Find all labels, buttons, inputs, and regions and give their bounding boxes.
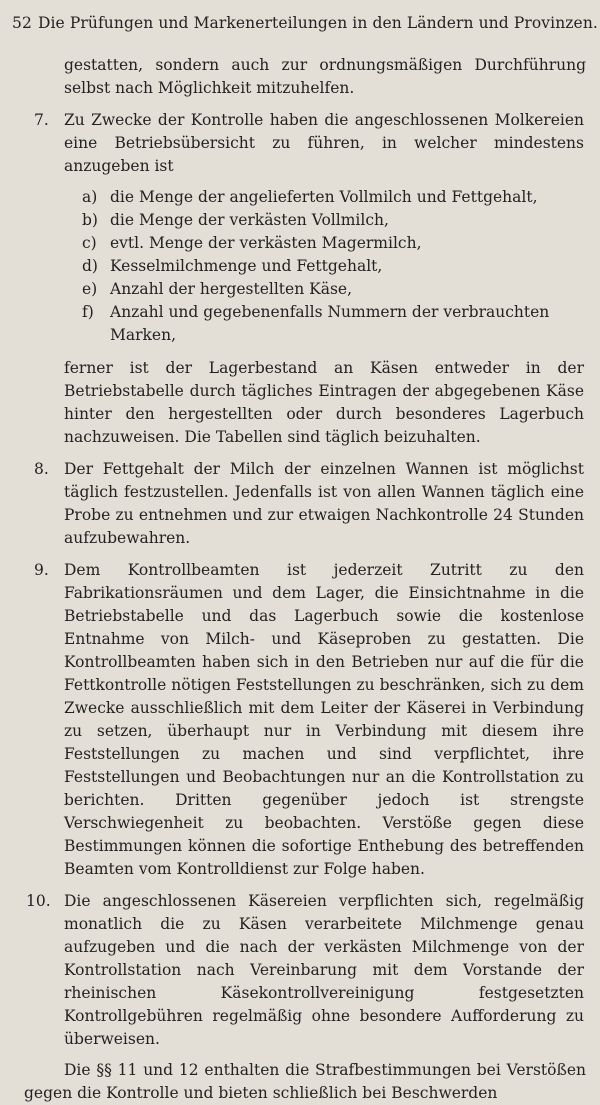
sublist-text: die Menge der verkästen Vollmilch,	[110, 211, 389, 229]
item-number: 8.	[34, 460, 49, 478]
sublist-text: Anzahl der hergestellten Käse,	[110, 280, 352, 298]
sublist-item	[0, 209, 600, 232]
item-text: Dem Kontrollbeamten ist jederzeit Zutritt zu den Fabrikationsräumen und dem Lager, die Einsichtnahme in die Betriebstabelle und das Lagerbuch sowie die kostenlose Entnahme von Milch- und Käseproben zu gestatten. Die Kontrollbeamten haben sich in den Betrieben nur auf die für die Fettkontrolle nötigen Feststellungen zu beschränken, sich zu dem Zwecke ausschließlich mit dem Leiter der Käserei in Verbindung zu setzen, überhaupt nur in Verbindung mit diesem ihre Feststellungen zu machen und sind verpflichtet, ihre Feststellungen und Beobachtungen nur an die Kontrollstation zu berichten. Dritten gegenüber jedoch ist strengste Verschwiegenheit zu beobachten. Verstöße gegen diese Bestimmungen können die sofortige Enthebung des betreffenden Beamten vom Kontrolldienst zur Folge haben.	[64, 561, 584, 878]
sublist-text: die Menge der angelieferten Vollmilch und Fettgehalt,	[110, 188, 538, 206]
item-text: Die angeschlossenen Käsereien verpflichten sich, regelmäßig monatlich die zu Käsen verarbeitete Milchmenge genau aufzugeben und die nach der verkästen Milchmenge von der Kontrollstation nach Vereinbarung mit dem Vorstande der rheinischen Käsekontrollvereinigung festgesetzten Kontrollgebühren regelmäßig ohne besondere Aufforderung zu überweisen.	[64, 892, 584, 1048]
list-item-10	[0, 890, 600, 1051]
sublist-text: evtl. Menge der verkästen Magermilch,	[110, 234, 422, 252]
sublist-text: Anzahl und gegebenenfalls Nummern der verbrauchten Marken,	[110, 303, 550, 344]
continuation-paragraph: gestatten, sondern auch zur ordnungsmäßigen Durchführung selbst nach Möglichkeit mitzuhelfen.	[64, 56, 586, 97]
sublist-label: b)	[82, 211, 98, 229]
page-body	[0, 54, 600, 1105]
page-header	[12, 14, 598, 32]
sublist-text: Kesselmilchmenge und Fettgehalt,	[110, 257, 383, 275]
sublist	[0, 186, 600, 347]
sublist-item	[0, 186, 600, 209]
running-title: Die Prüfungen und Markenerteilungen in den Ländern und Provinzen.	[37, 14, 598, 32]
item-number: 10.	[26, 892, 51, 910]
sublist-label: f)	[82, 303, 94, 321]
sublist-label: e)	[82, 280, 98, 298]
item-intro: Zu Zwecke der Kontrolle haben die angeschlossenen Molkereien eine Betriebsübersicht zu führen, in welcher mindestens anzugeben ist	[64, 111, 584, 175]
sublist-label: c)	[82, 234, 97, 252]
closing-paragraph: Die §§ 11 und 12 enthalten die Strafbestimmungen bei Verstößen gegen die Kontrolle und bieten schließlich bei Beschwerden	[24, 1061, 586, 1102]
page-number: 52	[12, 14, 32, 32]
item-7-continuation: ferner ist der Lagerbestand an Käsen entweder in der Betriebstabelle durch tägliches Eintragen der abgegebenen Käse hinter den hergestellten oder durch besonderes Lagerbuch nachzuweisen. Die Tabellen sind täglich beizuhalten.	[64, 359, 584, 446]
list-item-9	[0, 559, 600, 881]
sublist-label: a)	[82, 188, 98, 206]
sublist-item	[0, 255, 600, 278]
list-item-8	[0, 458, 600, 550]
item-text: Der Fettgehalt der Milch der einzelnen Wannen ist möglichst täglich festzustellen. Jedenfalls ist von allen Wannen täglich eine Probe zu entnehmen und zur etwaigen Nachkontrolle 24 Stunden aufzubewahren.	[64, 460, 584, 547]
item-number: 7.	[34, 111, 49, 129]
item-number: 9.	[34, 561, 49, 579]
sublist-item	[0, 301, 600, 347]
sublist-item	[0, 232, 600, 255]
list-item-7	[0, 109, 600, 178]
sublist-item	[0, 278, 600, 301]
sublist-label: d)	[82, 257, 98, 275]
